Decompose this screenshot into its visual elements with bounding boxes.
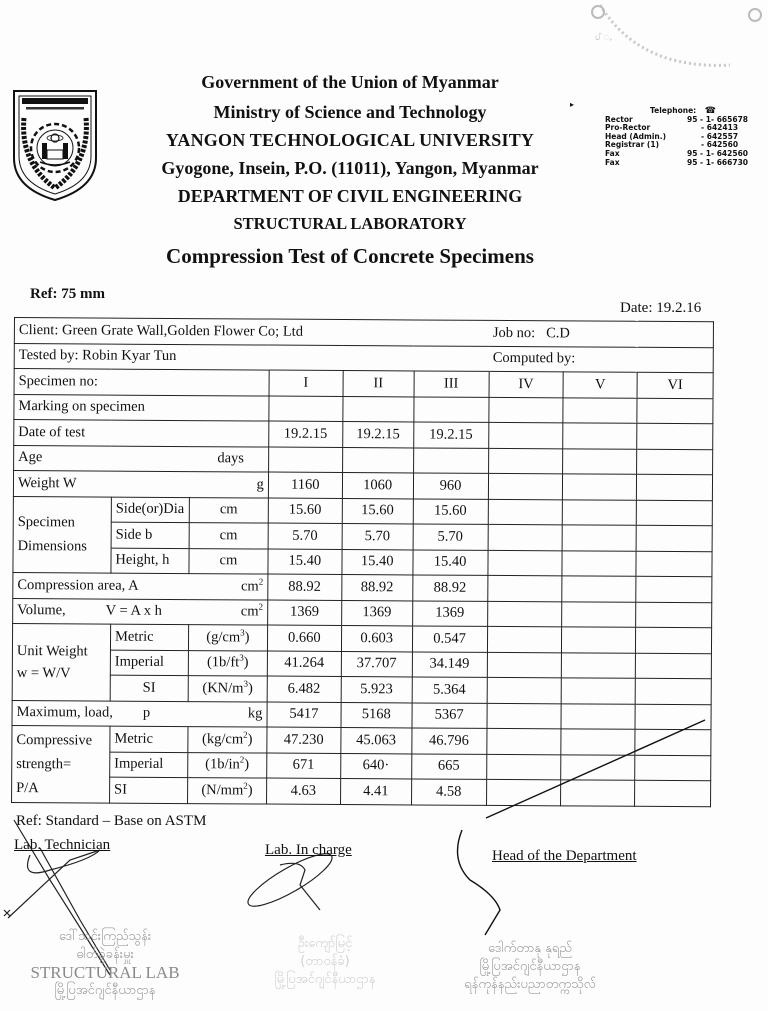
value-cell xyxy=(562,525,636,551)
telephone-entry: Rector 95 - 1- 665678 xyxy=(605,114,749,124)
value-cell: 4.41 xyxy=(340,779,411,805)
value-cell xyxy=(487,601,562,627)
value-cell xyxy=(636,602,712,628)
value-cell xyxy=(561,754,635,780)
value-cell xyxy=(635,729,711,755)
telephone-block xyxy=(605,107,768,167)
value-cell xyxy=(636,551,712,577)
value-cell: 6.482 xyxy=(267,676,341,702)
value-cell xyxy=(636,474,712,500)
head-stamp: ဒေါက်တာနု နုရည် မြို့ပြအင်ဂျင်နီယာဌာန ရန်ကုန်နည်းပညာတက္ကသိုလ် xyxy=(464,941,596,992)
value-cell: 15.60 xyxy=(413,498,488,524)
specimen-col-header: I xyxy=(269,370,343,396)
specimen-col-header: III xyxy=(414,371,489,397)
telephone-entry: Registrar (1) - 642560 xyxy=(605,140,739,150)
value-cell xyxy=(635,678,711,704)
value-cell xyxy=(563,499,637,525)
tested-by: Tested by: Robin Kyar Tun xyxy=(14,343,489,371)
value-cell: 0.603 xyxy=(341,626,412,652)
value-cell xyxy=(636,525,712,551)
value-cell xyxy=(636,576,712,602)
value-cell: 15.40 xyxy=(268,549,342,575)
value-cell: 0.660 xyxy=(267,625,341,651)
label-cell: cm xyxy=(189,497,268,523)
value-cell: 41.264 xyxy=(267,651,341,677)
label-cell: SI xyxy=(109,777,187,803)
government-line: Government of the Union of Myanmar xyxy=(201,72,499,92)
value-cell xyxy=(636,500,712,526)
value-cell: 88.92 xyxy=(268,574,342,600)
telephone-icon: ☎ xyxy=(704,106,716,116)
value-cell: 5.923 xyxy=(341,677,412,703)
value-cell xyxy=(487,652,562,678)
value-cell: 671 xyxy=(267,753,341,779)
telephone-title: Telephone: xyxy=(650,106,697,115)
label-cell: Volume, V = A x h $cm^2$ xyxy=(13,598,268,625)
computed-by: Computed by: xyxy=(489,346,714,373)
ministry-line: Ministry of Science and Technology xyxy=(213,102,487,122)
lab-technician-label: Lab. Technician xyxy=(14,837,111,853)
value-cell xyxy=(486,754,561,780)
value-cell: 88.92 xyxy=(341,575,412,601)
label-cell: Marking on specimen xyxy=(14,394,269,421)
university-name: YANGON TECHNOLOGICAL UNIVERSITY xyxy=(165,130,535,150)
technician-stamp: ဒေါ်သင်းကြည်သွန်း ဓါတ်ခွဲခန်းမှူး STRUCTURAL LAB မြို့ပြအင်ဂျင်နီယာဌာန xyxy=(30,929,180,998)
value-cell xyxy=(637,398,713,424)
value-cell xyxy=(635,780,711,806)
client-name: Client: Green Grate Wall,Golden Flower Co; Ltd xyxy=(14,318,489,346)
specimen-col-header: IV xyxy=(489,371,564,397)
value-cell: 4.63 xyxy=(266,778,340,804)
value-cell xyxy=(563,423,637,449)
value-cell xyxy=(342,447,413,473)
value-cell: 15.40 xyxy=(413,549,488,575)
head-signature xyxy=(458,830,501,935)
value-cell: 640· xyxy=(340,753,411,779)
value-cell xyxy=(563,397,637,423)
strength-si-row xyxy=(12,776,711,806)
compression-test-table xyxy=(11,317,714,807)
specimen-col-header: V xyxy=(563,372,637,398)
value-cell: 5417 xyxy=(267,702,341,728)
specimen-dimensions-label: Specimen Dimensions xyxy=(13,496,111,573)
value-cell: 5367 xyxy=(412,702,487,728)
job-number: Job no: C.D xyxy=(489,320,714,347)
value-cell: 19.2.15 xyxy=(413,422,488,448)
label-cell: Side b xyxy=(111,522,189,548)
unit-weight-label: Unit Weight w = W/V xyxy=(12,623,110,700)
label-cell: $(kg/cm^2)$ xyxy=(188,727,267,753)
value-cell xyxy=(487,677,562,703)
department-name: DEPARTMENT OF CIVIL ENGINEERING xyxy=(177,186,523,206)
label-cell: Metric xyxy=(110,624,188,650)
page-title: Compression Test of Concrete Specimens xyxy=(166,244,534,268)
value-cell xyxy=(562,601,636,627)
value-cell: 1369 xyxy=(341,600,412,626)
value-cell xyxy=(486,779,561,805)
in-charge-stamp: ဦးကျော်မြင့် (တာဝန်ခံ) မြို့ပြအင်ဂျင်နီယာဌာန xyxy=(274,936,376,987)
value-cell xyxy=(487,550,562,576)
value-cell xyxy=(636,627,712,653)
value-cell: 88.92 xyxy=(412,575,487,601)
value-cell xyxy=(488,499,563,525)
label-cell: cm xyxy=(189,548,268,574)
label-cell: Weight W g xyxy=(13,471,268,498)
specimen-col-header: VI xyxy=(637,372,713,398)
value-cell xyxy=(487,626,562,652)
label-cell: Imperial xyxy=(110,752,188,778)
value-cell: 47.230 xyxy=(267,727,341,753)
laboratory-name: STRUCTURAL LABORATORY xyxy=(233,214,467,233)
value-cell xyxy=(413,396,488,422)
svg-text:ᦔ ꩻ: ᦔ ꩻ xyxy=(595,32,613,43)
value-cell: 15.60 xyxy=(268,498,342,524)
bullet-dot: ▸ xyxy=(570,100,575,109)
value-cell xyxy=(487,703,562,729)
value-cell: 960 xyxy=(413,473,488,499)
standard-reference: Ref: Standard – Base on ASTM xyxy=(16,813,207,829)
value-cell xyxy=(637,449,713,475)
value-cell xyxy=(488,397,563,423)
value-cell xyxy=(488,448,563,474)
value-cell xyxy=(635,755,711,781)
value-cell xyxy=(561,678,635,704)
value-cell xyxy=(562,576,636,602)
value-cell: 45.063 xyxy=(341,728,412,754)
value-cell: 5.70 xyxy=(268,523,342,549)
label-cell: Compression area, A $cm^2$ xyxy=(13,572,268,599)
value-cell xyxy=(487,575,562,601)
label-cell: $(KN/m^3)$ xyxy=(188,676,267,702)
label-cell: Age days xyxy=(14,445,269,472)
value-cell: 5168 xyxy=(341,702,412,728)
label-cell: $(N/mm^2)$ xyxy=(187,778,266,804)
value-cell: 34.149 xyxy=(412,651,487,677)
value-cell: 5.70 xyxy=(342,524,413,550)
head-of-department-label: Head of the Department xyxy=(492,848,637,864)
label-cell: SI xyxy=(110,675,188,701)
label-cell: Maximum, load, p kg xyxy=(12,700,267,727)
value-cell: 4.58 xyxy=(411,779,486,805)
label-cell: Imperial xyxy=(110,650,188,676)
value-cell xyxy=(268,447,342,473)
label-cell: Side(or)Dia xyxy=(111,497,189,523)
telephone-entry: Pro-Rector - 642413 xyxy=(605,123,739,133)
compressive-strength-label: Compressive strength= P/A xyxy=(12,725,110,802)
value-cell xyxy=(635,704,711,730)
value-cell xyxy=(562,652,636,678)
university-address: Gyogone, Insein, P.O. (11011), Yangon, Myanmar xyxy=(161,158,539,178)
value-cell: 19.2.15 xyxy=(269,421,343,447)
fax-entry: Fax 95 - 1- 666730 xyxy=(605,157,749,167)
value-cell xyxy=(488,524,563,550)
value-cell: 5.70 xyxy=(413,524,488,550)
value-cell: 19.2.15 xyxy=(342,422,413,448)
university-crest-icon xyxy=(10,88,100,202)
value-cell xyxy=(637,423,713,449)
label-cell: cm xyxy=(189,523,268,549)
value-cell xyxy=(343,396,414,422)
value-cell: 1060 xyxy=(342,473,413,499)
value-cell xyxy=(563,448,637,474)
value-cell xyxy=(561,729,635,755)
lab-in-charge-label: Lab. In charge xyxy=(265,842,352,858)
value-cell xyxy=(488,473,563,499)
value-cell: 1369 xyxy=(412,600,487,626)
value-cell xyxy=(269,396,343,422)
value-cell: 5.364 xyxy=(412,677,487,703)
value-cell: 46.796 xyxy=(411,728,486,754)
value-cell: 1160 xyxy=(268,472,342,498)
specimen-col-header: II xyxy=(343,371,414,397)
specimen-no-label: Specimen no: xyxy=(14,369,269,396)
value-cell: 15.60 xyxy=(342,498,413,524)
value-cell xyxy=(488,422,563,448)
label-cell: $(1b/ft^3)$ xyxy=(188,650,267,676)
value-cell xyxy=(561,780,635,806)
label-cell: Height, h xyxy=(111,548,189,574)
label-cell: Metric xyxy=(110,726,188,752)
value-cell xyxy=(413,447,488,473)
label-cell: Date of test xyxy=(14,420,269,447)
label-cell: $(1b/in^2)$ xyxy=(188,752,267,778)
ref-size: Ref: 75 mm xyxy=(30,286,105,302)
value-cell xyxy=(563,474,637,500)
value-cell: 15.40 xyxy=(342,549,413,575)
fax-entry: Fax 95 - 1- 642560 xyxy=(605,148,749,158)
value-cell xyxy=(562,627,636,653)
value-cell xyxy=(562,550,636,576)
value-cell: 1369 xyxy=(267,600,341,626)
report-date: Date: 19.2.16 xyxy=(620,300,702,316)
value-cell: 665 xyxy=(411,753,486,779)
telephone-entry: Head (Admin.) - 642557 xyxy=(605,131,739,141)
value-cell: 37.707 xyxy=(341,651,412,677)
label-cell: $(g/cm^3)$ xyxy=(188,625,267,651)
value-cell: 0.547 xyxy=(412,626,487,652)
value-cell xyxy=(635,653,711,679)
value-cell xyxy=(486,728,561,754)
value-cell xyxy=(561,703,635,729)
